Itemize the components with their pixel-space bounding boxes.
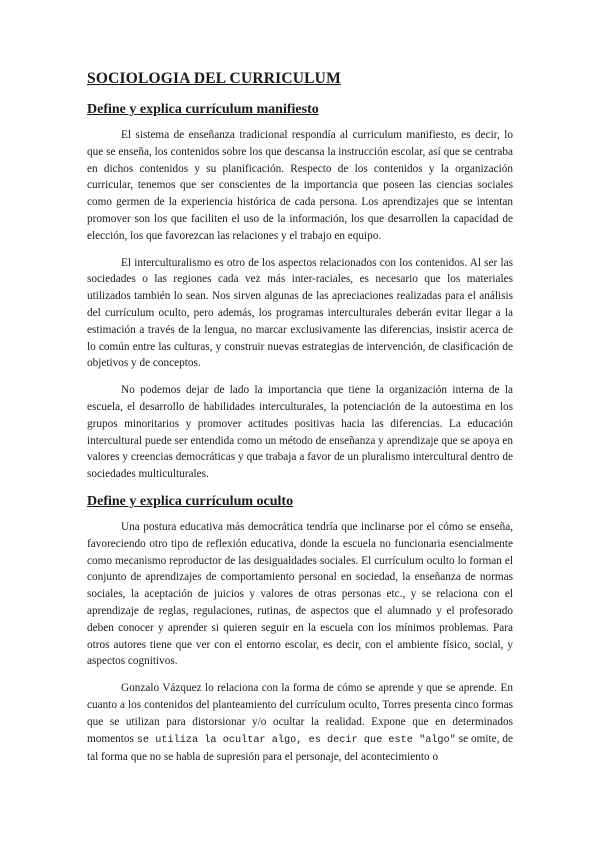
paragraph-text: se omite, de tal forma que no se habla de supresión para el personaje, del acontecimiento o [87, 732, 513, 764]
section-heading-manifiesto: Define y explica currículum manifiesto [87, 102, 319, 117]
document-title: SOCIOLOGIA DEL CURRICULUM [87, 70, 341, 87]
paragraph: Una postura educativa más democrática tendría que inclinarse por el cómo se enseña, favoreciendo otro tipo de reflexión educativa, donde la escuela no funcionaria esencialmente como mecanismo reproductor de las desigualdades sociales. El currículum oculto lo forman el conjunto de aprendizajes de comportamiento personal en sociedad, la enseñanza de normas sociales, la aceptación de juicios y valores de otras personas etc., y se relaciona con el aprendizaje de reglas, regulaciones, rutinas, de aspectos que el alumnado y el profesorado deben conocer y aprender si quieren seguir en la escuela con los mínimos problemas. Para otros autores tiene que ver con el entorno escolar, es decir, con el ambiente físico, social, y aspectos cognitivos. [87, 520, 513, 668]
paragraph-text: Gonzalo Vázquez lo relaciona con la forma de cómo se aprende y que se aprende. En cuanto a los contenidos del planteamiento del currículum oculto, Torres presenta cinco formas que se utilizan para distorsionar y/o ocultar la realidad. Expone que en determinados momentos [87, 682, 513, 745]
paragraph: El interculturalismo es otro de los aspectos relacionados con los contenidos. Al ser las sociedades o las regiones cada vez más inter-raciales, es necesario que los materiales utilizados también lo sean. Nos sirven algunas de las apreciaciones realizadas para el análisis del currículum oculto, pero además, los programas interculturales deberán evitar llegar a la estimación a través de la lengua, no marcar exclusivamente las diferencias, insistir acerca de lo común entre las culturas, y construir nuevas estrategias de intervención, de clasificación de objetivos y de conceptos. [87, 256, 513, 370]
paragraph: El sistema de enseñanza tradicional respondía al curriculum manifiesto, es decir, lo que se enseña, los contenidos sobre los que descansa la instrucción escolar, así que se centraba en dichos contenidos y su planificación. Respecto de los contenidos y la organización curricular, tenemos que ser conscientes de la importancia que poseen las ciencias sociales como germen de la experiencia histórica de cada persona. Los aprendizajes que se intentan promover son los que faciliten el uso de la información, los que desarrollen la capacidad de elección, los que favorezcan las relaciones y el trabajo en equipo. [87, 129, 513, 242]
paragraph-typed-text: se utiliza la ocultar algo, es decir que este "algo" [136, 734, 456, 746]
paragraph-last [87, 680, 513, 766]
paragraph: No podemos dejar de lado la importancia que tiene la organización interna de la escuela, el desarrollo de habilidades interculturales, la potenciación de la autoestima en los grupos minoritarios y promover actitudes positivas hacia las diferencias. La educación intercultural puede ser entendida como un método de enseñanza y aprendizaje que se apoya en valores y creencias democráticas y que trabaja a favor de un pluralismo intercultural dentro de sociedades multiculturales. [87, 384, 513, 481]
section-heading-oculto: Define y explica currículum oculto [87, 493, 294, 509]
